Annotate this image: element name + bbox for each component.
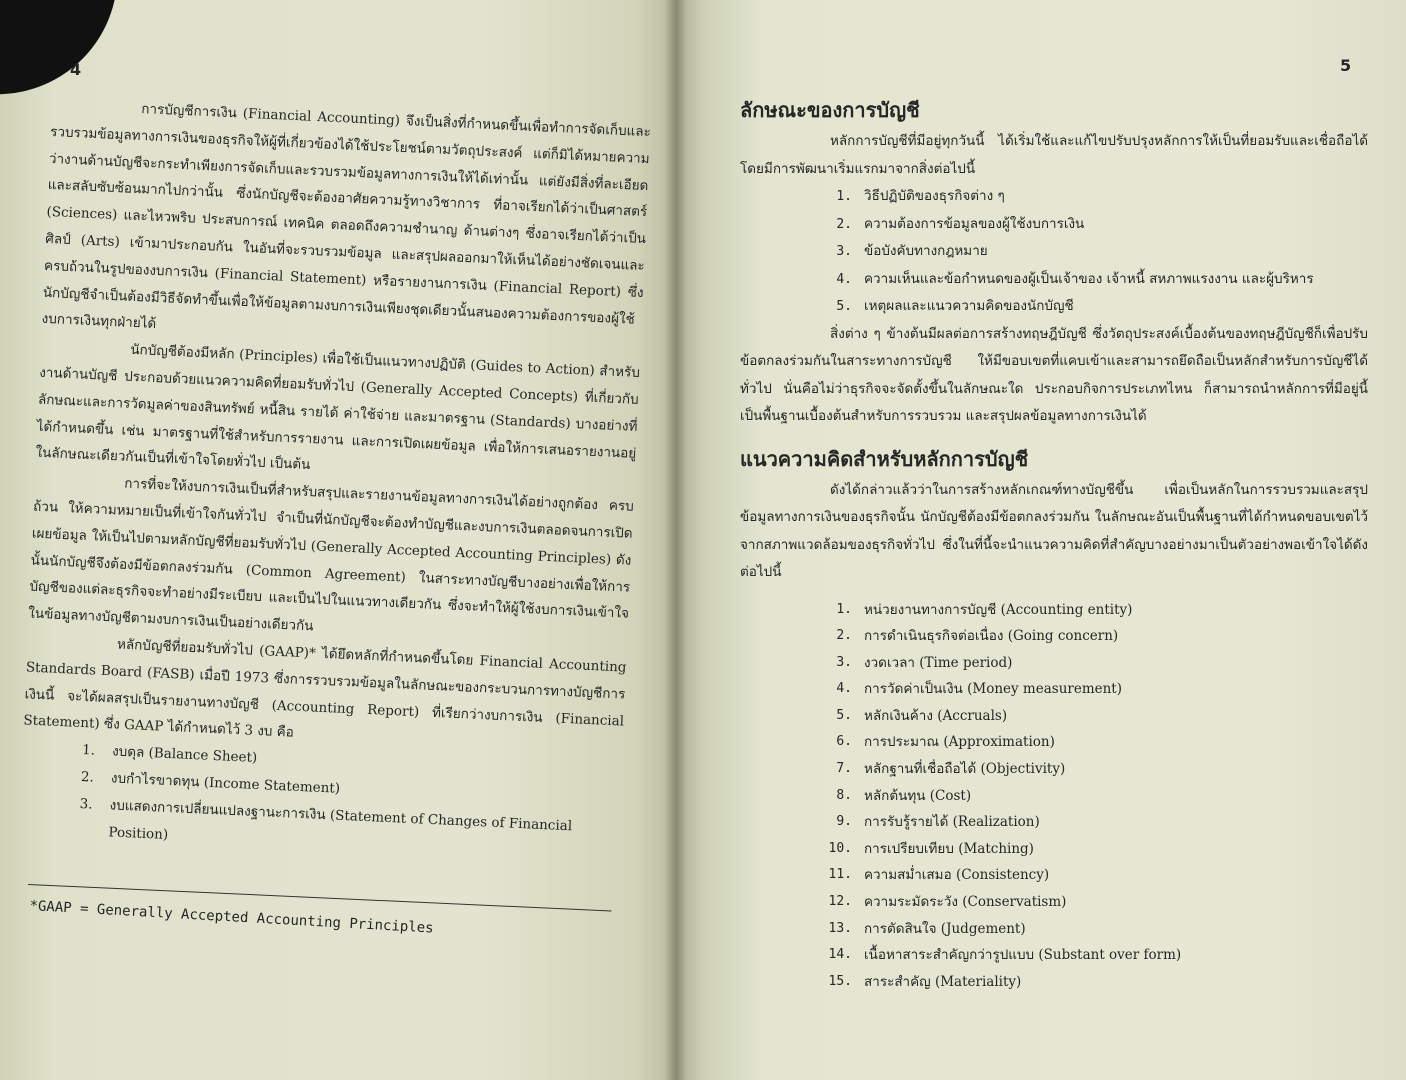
list-text: วิธีปฏิบัติของธุรกิจต่าง ๆ (864, 188, 1005, 204)
list-text: การดำเนินธุรกิจต่อเนื่อง (Going concern) (864, 628, 1119, 645)
list-number: 2. (80, 768, 95, 786)
concepts-list (740, 597, 1368, 996)
paragraph-financial-accounting: การบัญชีการเงิน (Financial Accounting) จึงเป็นสิ่งที่กำหนดขึ้นเพื่อทำการจัดเก็บและรวบรวมข้อมูลทางการเงินของธุรกิจให้ผู้ที่เกี่ยวข้องได้ใช้ประโยชน์ตามวัตถุประสงค์ แต่ก็มิได้หมายความว่างานด้านบัญชีจะกระทำเพียงการจัดเก็บและรวบรวมข้อมูลทางการเงินให้ได้เท่านั้น แต่ยังมีสิ่งที่ละเอียด และสลับซับซ้อนมากไปกว่านั้น ซึ่งนักบัญชีจะต้องอาศัยความรู้ทางวิชาการ ที่อาจเรียกได้ว่าเป็นศาสตร์ (Sciences) และไหวพริบ ประสบการณ์ เทคนิค ตลอดถึงความชำนาญ ด้านต่างๆ ซึ่งอาจเรียกได้ว่าเป็นศิลป์ (Arts) เข้ามาประกอบกัน ในอันที่จะรวบรวมข้อมูล และสรุปผลออกมาให้เห็นได้อย่างชัดเจนและครบถ้วนในรูปของงบการเงิน (Financial Statement) หรือรายงานการเงิน (Financial Report) ซึ่งนักบัญชีจำเป็นต้องมีวิธีจัดทำขึ้นเพื่อให้ข้อมูลตามงบการเงินเพียงชุดเดียวนั้นสนองความต้องการของผู้ใช้งบการเงินทุกฝ่ายได้ (41, 101, 652, 333)
heading-concepts: แนวความคิดสำหรับหลักการบัญชี (740, 446, 1029, 471)
paragraph-gaap-fasb: หลักบัญชีที่ยอมรับทั่วไป (GAAP)* ได้ยึดหลักที่กำหนดขึ้นโดย Financial Accounting Standards Board (FASB) เมื่อปี 1973 ซึ่งการรวบรวมข้อมูลในลักษณะของกระบวนการทางบัญชีการเงินนี้ จะได้ผลสรุปเป็นรายงานทางบัญชี (Accounting Report) ที่เรียกว่างบการเงิน (Financial Statement) ซึ่ง GAAP ได้กำหนดไว้ 3 งบ คือ (23, 636, 627, 741)
list-text: ข้อบังคับทางกฎหมาย (864, 243, 988, 259)
list-text: งวดเวลา (Time period) (864, 654, 1013, 671)
list-item (836, 293, 1368, 321)
heading-nature-of-accounting: ลักษณะของการบัญชี (740, 98, 920, 122)
list-number: 3. (836, 654, 852, 670)
right-body-text (740, 92, 1368, 995)
list-text: สาระสำคัญ (Materiality) (864, 973, 1022, 990)
list-text: หลักฐานที่เชื่อถือได้ (Objectivity) (864, 761, 1066, 778)
list-item (836, 756, 1368, 783)
list-text: การประมาณ (Approximation) (864, 734, 1055, 751)
list-text: การเปรียบเทียบ (Matching) (864, 840, 1034, 857)
list-text: งบกำไรขาดทุน (Income Statement) (110, 770, 341, 797)
book-gutter (664, 0, 686, 1080)
list-text: การรับรู้รายได้ (Realization) (864, 814, 1040, 831)
list-number: 5. (836, 299, 852, 314)
list-text: หลักต้นทุน (Cost) (864, 787, 972, 804)
list-item (836, 729, 1368, 756)
list-text: ความเห็นและข้อกำหนดของผู้เป็นเจ้าของ เจ้าหนี้ สหภาพแรงงาน และผู้บริหาร (864, 270, 1314, 287)
spacer (740, 587, 1368, 597)
list-number: 11. (828, 867, 852, 883)
list-text: การตัดสินใจ (Judgement) (864, 920, 1026, 937)
list-item (836, 597, 1368, 624)
left-page (0, 0, 676, 1080)
list-item (836, 783, 1368, 810)
origins-list (740, 183, 1368, 321)
list-text: เนื้อหาสาระสำคัญกว่ารูปแบบ (Substant over form) (864, 947, 1182, 964)
list-item (828, 969, 1368, 996)
paragraph-principles: นักบัญชีต้องมีหลัก (Principles) เพื่อใช้เป็นแนวทางปฏิบัติ (Guides to Action) สำหรับงานด้านบัญชี ประกอบด้วยแนวความคิดที่ยอมรับทั่วไป (Generally Accepted Concepts) ที่เกี่ยวกับลักษณะและการวัดมูลค่าของสินทรัพย์ หนี้สิน รายได้ ค่าใช้จ่าย และมาตรฐาน (Standards) บางอย่างที่ได้กำหนดขึ้น เช่น มาตรฐานที่ใช้สำหรับการรายงาน และการเปิดเผยข้อมูล เพื่อให้การเสนอรายงานอยู่ในลักษณะเดียวกันเป็นที่เข้าใจโดยทั่วไป เป็นต้น (35, 342, 641, 474)
list-text: การวัดค่าเป็นเงิน (Money measurement) (864, 681, 1123, 698)
paragraph-intro: หลักการบัญชีที่มีอยู่ทุกวันนี้ ได้เริ่มใช้และแก้ไขปรับปรุงหลักการให้เป็นที่ยอมรับและเชื่อถือได้ โดยมีการพัฒนาเริ่มแรกมาจากสิ่งต่อไปนี้ (740, 133, 1368, 177)
list-number: 9. (836, 814, 852, 830)
spacer (740, 431, 1368, 441)
right-page (676, 0, 1406, 1080)
list-text: ความระมัดระวัง (Conservatism) (864, 894, 1067, 911)
list-number: 4. (836, 681, 852, 697)
list-item (836, 211, 1368, 239)
list-text: หลักเงินค้าง (Accruals) (864, 707, 1008, 724)
list-text: ความสม่ำเสมอ (Consistency) (864, 867, 1050, 884)
list-number: 1. (836, 601, 852, 617)
left-body-text (18, 92, 651, 869)
list-item (828, 836, 1368, 863)
list-number: 15. (828, 973, 852, 989)
list-number: 12. (828, 894, 852, 910)
paragraph-gaap-purpose: การที่จะให้งบการเงินเป็นที่สำหรับสรุปและรายงานข้อมูลทางการเงินได้อย่างถูกต้อง ครบถ้วน ให้ความหมายเป็นที่เข้าใจกันทั่วไป จำเป็นที่นักบัญชีจะต้องทำบัญชีและงบการเงินตลอดจนการเปิดเผยข้อมูล ให้เป็นไปตามหลักบัญชีที่ยอมรับทั่วไป (Generally Accepted Accounting Principles) ดังนั้นนักบัญชีจึงต้องมีข้อตกลงร่วมกัน (Common Agreement) ในสาระทางบัญชีบางอย่างเพื่อให้การบัญชีของแต่ละธุรกิจจะทำอย่างมีระเบียบ และเป็นไปในแนวทางเดียวกัน ซึ่งจะทำให้ผู้ใช้งบการเงินเข้าใจในข้อมูลทางบัญชีตามงบการเงินเป็นอย่างเดียวกัน (27, 475, 635, 635)
list-text: เหตุผลและแนวความคิดของนักบัญชี (864, 298, 1074, 314)
list-number: 3. (79, 795, 93, 813)
list-number: 2. (836, 628, 852, 644)
list-item (836, 809, 1368, 836)
list-item (836, 650, 1368, 677)
list-text: หน่วยงานทางการบัญชี (Accounting entity) (864, 601, 1133, 618)
list-number: 7. (836, 761, 852, 777)
list-item (828, 889, 1368, 916)
list-item (836, 238, 1368, 266)
list-item (836, 703, 1368, 730)
list-number: 6. (836, 734, 852, 750)
list-number: 13. (828, 920, 852, 936)
list-item (836, 623, 1368, 650)
list-number: 1. (836, 189, 852, 204)
list-item (836, 183, 1368, 211)
list-number: 4. (836, 271, 852, 287)
list-item (836, 676, 1368, 703)
list-text: งบดุล (Balance Sheet) (111, 743, 258, 767)
list-item (836, 266, 1368, 294)
page-number-left: 4 (70, 60, 82, 79)
list-item (828, 942, 1368, 969)
paragraph-accounting-theory: สิ่งต่าง ๆ ข้างต้นมีผลต่อการสร้างทฤษฎีบัญชี ซึ่งวัตถุประสงค์เบื้องต้นของทฤษฎีบัญชีก็เพื่อปรับข้อตกลงร่วมกันในสาระทางการบัญชี ให้มีขอบเขตที่แคบเข้าและสามารถยึดถือเป็นหลักสำหรับการบัญชีได้ทั่วไป นั่นคือไม่ว่าธุรกิจจะจัดตั้งขึ้นในลักษณะใด ประกอบกิจการประเภทไหน ก็สามารถนำหลักการที่มีอยู่นี้เป็นพื้นฐานเบื้องต้นสำหรับการรวบรวม และสรุปผลข้อมูลทางการเงินได้ (740, 325, 1368, 424)
page-number-right: 5 (1340, 56, 1352, 75)
list-number: 5. (836, 707, 852, 723)
list-number: 1. (81, 742, 96, 759)
list-item (828, 916, 1368, 943)
list-number: 2. (836, 216, 852, 232)
list-number: 10. (828, 840, 852, 856)
list-item (828, 862, 1368, 889)
list-text: ความต้องการข้อมูลของผู้ใช้งบการเงิน (864, 215, 1085, 232)
list-number: 3. (836, 244, 852, 259)
paragraph-concepts-intro: ดังได้กล่าวแล้วว่าในการสร้างหลักเกณฑ์ทางบัญชีขึ้น เพื่อเป็นหลักในการรวบรวมและสรุปข้อมูลทางการเงินของธุรกิจนั้น นักบัญชีต้องมีข้อตกลงร่วมกัน ในลักษณะอันเป็นพื้นฐานที่ได้กำหนดขอบเขตไว้จากสภาพแวดล้อมของธุรกิจทั่วไป ซึ่งในที่นี้จะนำแนวความคิดที่สำคัญบางอย่างมาเป็นตัวอย่างพอเข้าใจได้ดังต่อไปนี้ (740, 481, 1368, 580)
list-number: 14. (828, 947, 852, 963)
list-text: งบแสดงการเปลี่ยนแปลงฐานะการเงิน (Statement of Changes of Financial Position) (108, 797, 573, 843)
footnote-gaap: *GAAP = Generally Accepted Accounting Principles (29, 898, 434, 937)
list-number: 8. (836, 787, 852, 803)
